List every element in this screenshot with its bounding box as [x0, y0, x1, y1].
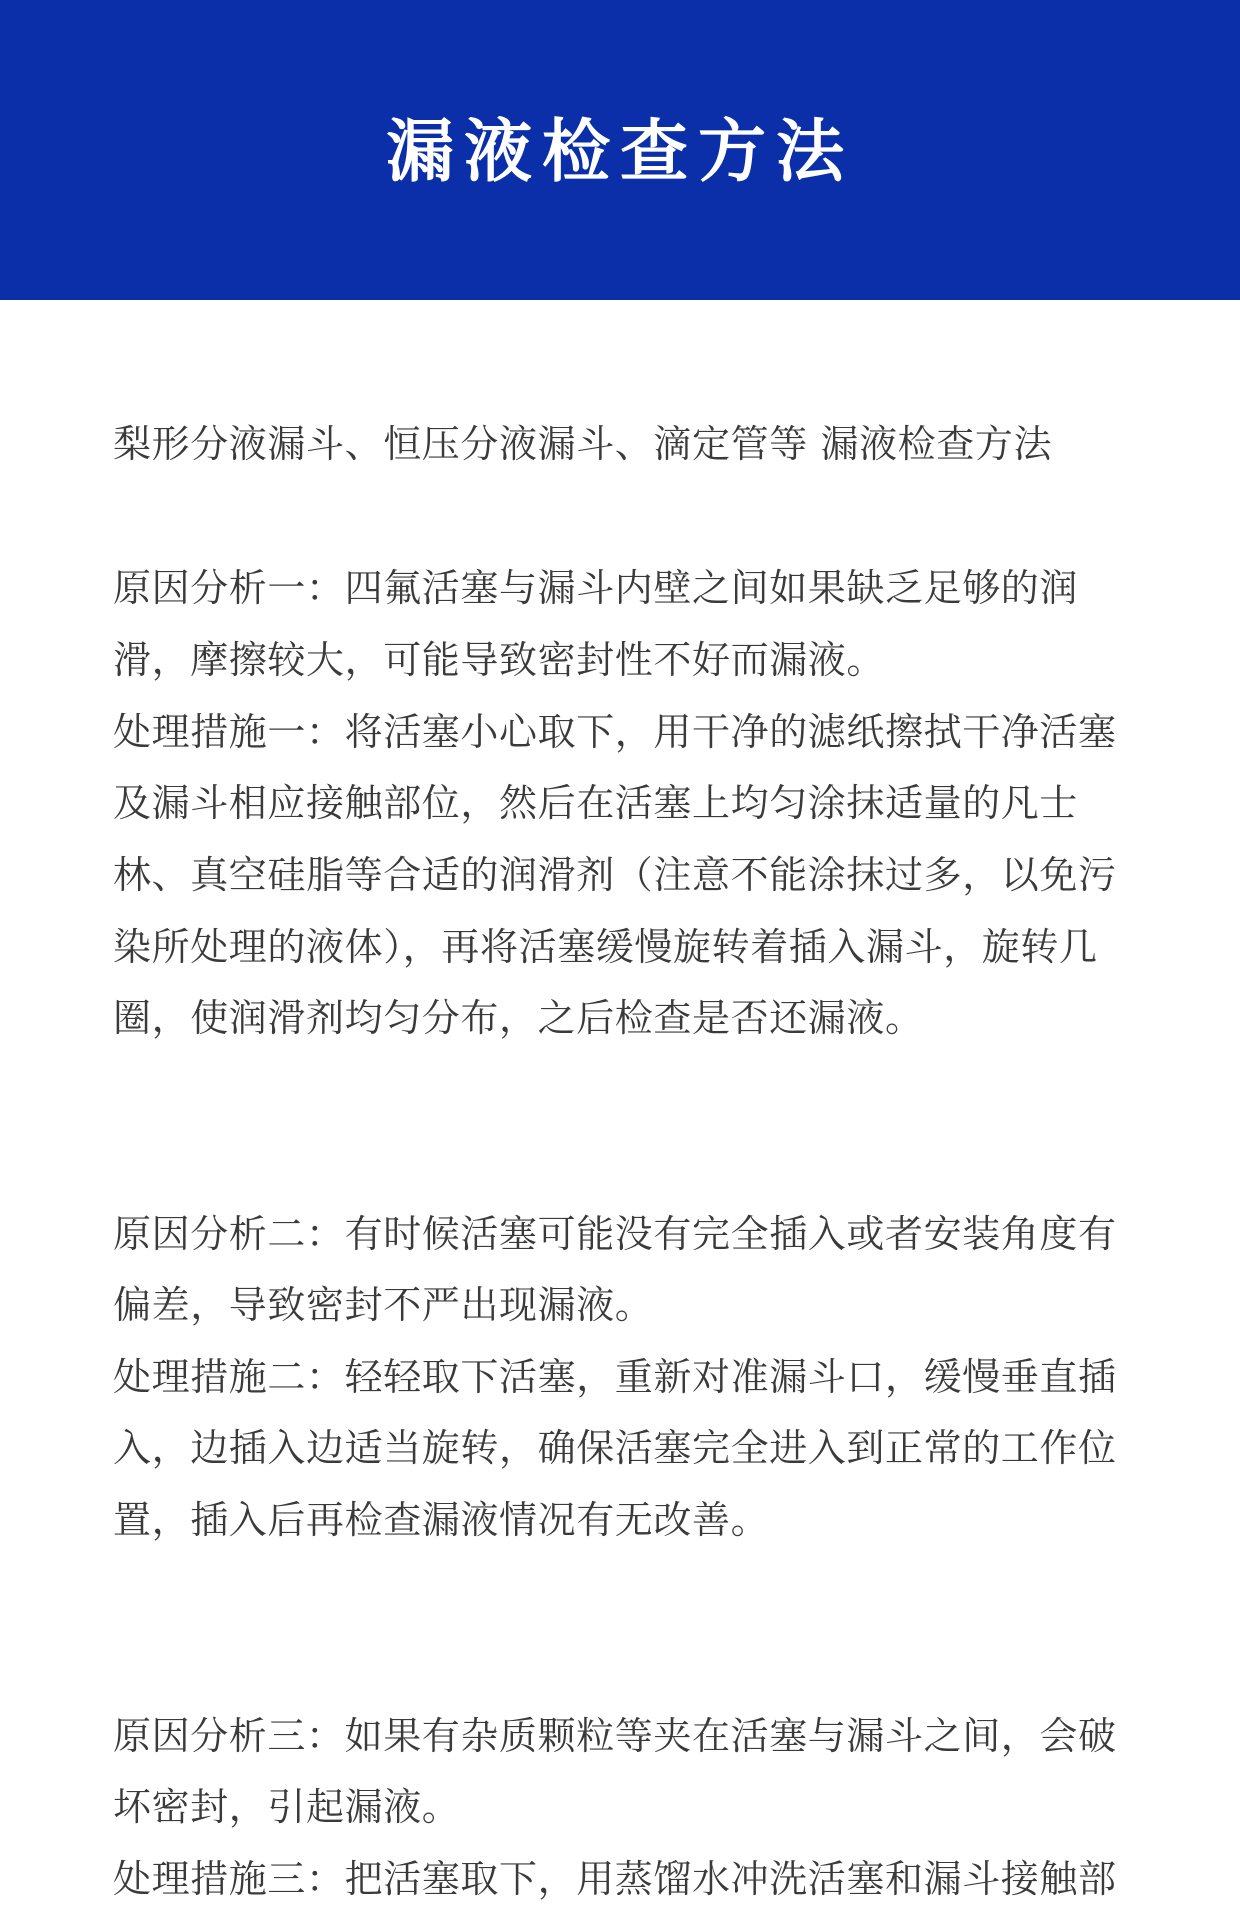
cause-3-line: 坏密封，引起漏液。 [113, 1785, 461, 1829]
fix-2-line: 处理措施二：轻轻取下活塞，重新对准漏斗口，缓慢垂直插 [113, 1355, 1117, 1399]
fix-1-line: 及漏斗相应接触部位，然后在活塞上均匀涂抹适量的凡士 [113, 781, 1079, 825]
header-banner [0, 0, 1240, 300]
fix-1-line: 染所处理的液体），再将活塞缓慢旋转着插入漏斗，旋转几 [113, 925, 1098, 969]
cause-3-line: 原因分析三：如果有杂质颗粒等夹在活塞与漏斗之间，会破 [113, 1714, 1117, 1758]
page-title: 漏液检查方法 [385, 113, 854, 192]
fix-1-line: 林、真空硅脂等合适的润滑剂（注意不能涂抹过多，以免污 [113, 853, 1117, 897]
cause-2-line: 偏差，导致密封不严出现漏液。 [113, 1283, 654, 1327]
fix-1-line: 处理措施一：将活塞小心取下，用干净的滤纸擦拭干净活塞 [113, 710, 1117, 754]
cause-1-line: 滑，摩擦较大，可能导致密封性不好而漏液。 [113, 638, 886, 682]
fix-2-line: 入，边插入边适当旋转，确保活塞完全进入到正常的工作位 [113, 1426, 1117, 1470]
fix-1-line: 圈，使润滑剂均匀分布，之后检查是否还漏液。 [113, 996, 924, 1040]
cause-1-line: 原因分析一：四氟活塞与漏斗内壁之间如果缺乏足够的润 [113, 566, 1079, 610]
intro-text: 梨形分液漏斗、恒压分液漏斗、滴定管等 漏液检查方法 [113, 422, 1053, 466]
fix-3-line: 处理措施三：把活塞取下，用蒸馏水冲洗活塞和漏斗接触部 [113, 1857, 1117, 1901]
fix-2-line: 置，插入后再检查漏液情况有无改善。 [113, 1498, 770, 1542]
cause-2-line: 原因分析二：有时候活塞可能没有完全插入或者安装角度有 [113, 1212, 1117, 1256]
